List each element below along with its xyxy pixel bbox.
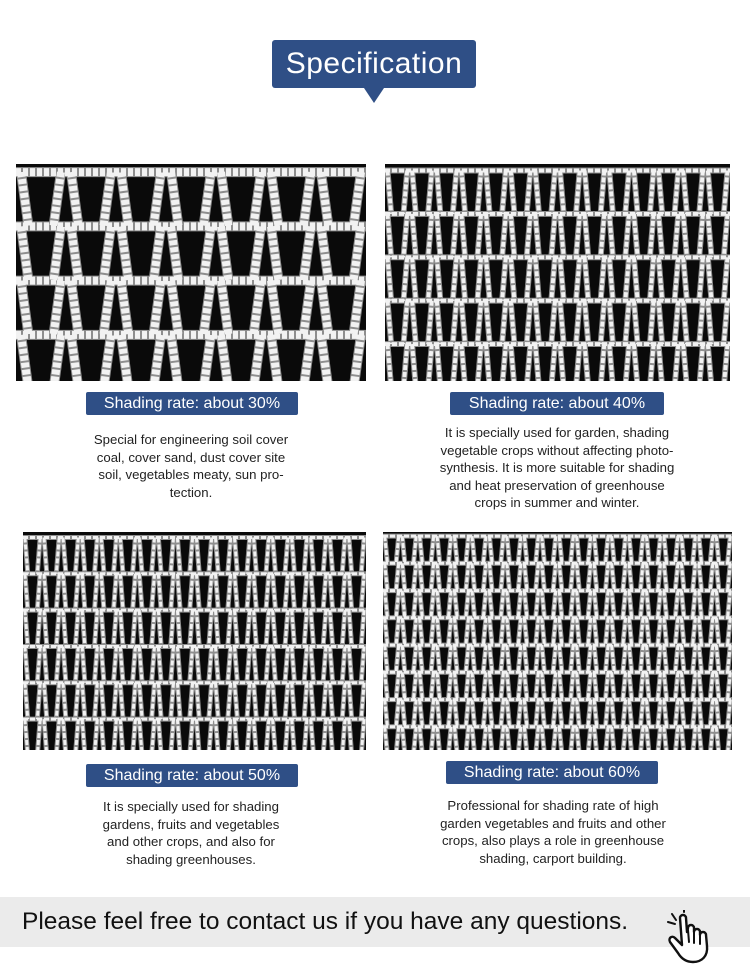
shading-rate-60-label: Shading rate: about 60%: [446, 761, 658, 784]
shading-rate-60-description: Professional for shading rate of high garden vegetables and fruits and other crops, also plays a role in greenhouse shading, carport building.: [440, 798, 666, 866]
shade-net-50-image: [23, 532, 366, 750]
shade-net-60-image: [383, 532, 732, 750]
shading-rate-50-description: It is specially used for shading gardens, fruits and vegetables and other crops, and also for shading greenhouses.: [102, 799, 280, 867]
shading-rate-30-description: Special for engineering soil cover coal, cover sand, dust cover site soil, vegetables meaty, sun pro- tection.: [93, 432, 289, 500]
title-pointer: [364, 88, 384, 103]
contact-message: Please feel free to contact us if you have any questions.: [22, 908, 629, 935]
shading-rate-50-label: Shading rate: about 50%: [86, 764, 298, 787]
shade-net-30-image: [16, 164, 366, 381]
pointing-hand-icon: [666, 910, 722, 966]
shading-rate-40-description: It is specially used for garden, shading vegetable crops without affecting photo- synthesis. It is more suitable for shading and heat preservation of greenhouse crops in summer and winter.: [439, 425, 675, 511]
shading-rate-30-label: Shading rate: about 30%: [86, 392, 298, 415]
page-title: Specification: [272, 40, 476, 88]
shading-rate-40-label: Shading rate: about 40%: [450, 392, 664, 415]
shade-net-40-image: [385, 164, 730, 381]
